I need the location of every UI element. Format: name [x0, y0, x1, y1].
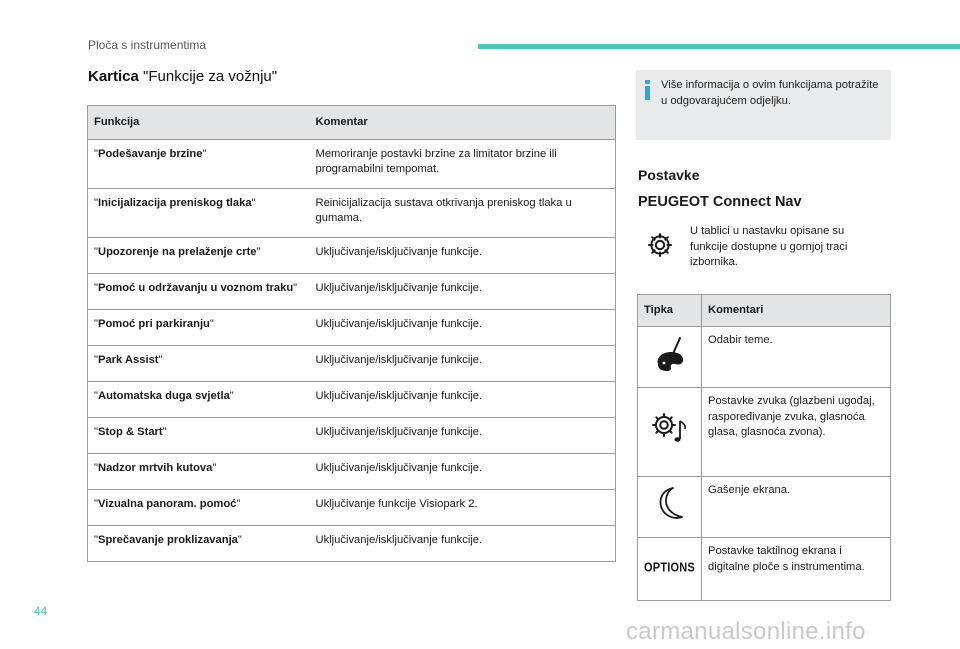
function-name: "Vizualna panoram. pomoć" [88, 490, 310, 526]
function-comment: Uključivanje/isključivanje funkcije. [310, 238, 616, 274]
section-title-prefix: Kartica [88, 68, 144, 85]
page-number: 44 [34, 604, 48, 618]
keys-table [637, 294, 891, 601]
function-comment: Uključivanje/isključivanje funkcije. [310, 418, 616, 454]
section-title-quoted: "Funkcije za vožnju" [143, 68, 278, 85]
function-name: "Pomoć pri parkiranju" [88, 310, 310, 346]
table-row [88, 238, 616, 274]
table-row [88, 140, 616, 189]
function-comment: Uključivanje/isključivanje funkcije. [310, 382, 616, 418]
key-icon-cell [638, 477, 702, 538]
function-comment: Uključivanje/isključivanje funkcije. [310, 346, 616, 382]
function-name: "Nadzor mrtvih kutova" [88, 454, 310, 490]
table-row [638, 538, 891, 601]
table-row [88, 382, 616, 418]
functions-table [87, 105, 616, 562]
key-comment: Postavke taktilnog ekrana i digitalne ploče s instrumentima. [702, 538, 891, 601]
table-row [88, 274, 616, 310]
watermark: carmanualsonline.info [626, 618, 866, 645]
table-row [638, 477, 891, 538]
table-row [88, 418, 616, 454]
function-name: "Stop & Start" [88, 418, 310, 454]
key-icon-cell [638, 538, 702, 601]
function-name: "Park Assist" [88, 346, 310, 382]
table-header-row [638, 295, 891, 327]
table-row [88, 454, 616, 490]
function-comment: Uključivanje funkcije Visiopark 2. [310, 490, 616, 526]
column-header-tipka: Tipka [638, 295, 702, 327]
function-comment: Uključivanje/isključivanje funkcije. [310, 274, 616, 310]
function-name: "Sprečavanje proklizavanja" [88, 526, 310, 562]
key-comment: Gašenje ekrana. [702, 477, 891, 538]
settings-description: U tablici u nastavku opisane su funkcije dostupne u gornjoj traci izbornika. [690, 225, 848, 269]
table-row [88, 526, 616, 562]
table-row [638, 388, 891, 477]
info-icon [645, 80, 651, 100]
gear-music-icon[interactable] [650, 411, 690, 447]
running-header: Ploča s instrumentima [88, 38, 207, 52]
settings-subheading: PEUGEOT Connect Nav [638, 194, 802, 210]
function-comment: Reinicijalizacija sustava otkrivanja preniskog tlaka u gumama. [310, 189, 616, 238]
table-row [88, 490, 616, 526]
info-box [636, 70, 891, 140]
column-header-funkcija: Funkcija [88, 106, 310, 140]
gear-icon [646, 231, 674, 259]
table-row [88, 346, 616, 382]
key-comment: Odabir teme. [702, 327, 891, 388]
table-header-row [88, 106, 616, 140]
settings-heading: Postavke [638, 167, 700, 183]
function-name: "Pomoć u održavanju u voznom traku" [88, 274, 310, 310]
function-name: "Automatska duga svjetla" [88, 382, 310, 418]
info-text: Više informacija o ovim funkcijama potražite u odgovarajućem odjeljku. [661, 79, 879, 107]
column-header-komentar: Komentar [310, 106, 616, 140]
key-icon-cell [638, 327, 702, 388]
table-row [88, 189, 616, 238]
key-comment: Postavke zvuka (glazbeni ugođaj, raspoređivanje zvuka, glasnoća glasa, glasnoća zvona). [702, 388, 891, 477]
palette-icon[interactable] [653, 334, 687, 374]
function-name: "Podešavanje brzine" [88, 140, 310, 189]
moon-icon[interactable] [653, 484, 687, 524]
table-row [88, 310, 616, 346]
table-row [638, 327, 891, 388]
key-icon-cell [638, 388, 702, 477]
function-comment: Uključivanje/isključivanje funkcije. [310, 454, 616, 490]
section-title [88, 68, 277, 85]
function-name: "Upozorenje na prelaženje crte" [88, 238, 310, 274]
header-accent-bar [478, 44, 960, 49]
function-name: "Inicijalizacija preniskog tlaka" [88, 189, 310, 238]
function-comment: Uključivanje/isključivanje funkcije. [310, 526, 616, 562]
function-comment: Memoriranje postavki brzine za limitator brzine ili programabilni tempomat. [310, 140, 616, 189]
options-icon[interactable]: OPTIONS [644, 561, 695, 575]
function-comment: Uključivanje/isključivanje funkcije. [310, 310, 616, 346]
column-header-komentari: Komentari [702, 295, 891, 327]
